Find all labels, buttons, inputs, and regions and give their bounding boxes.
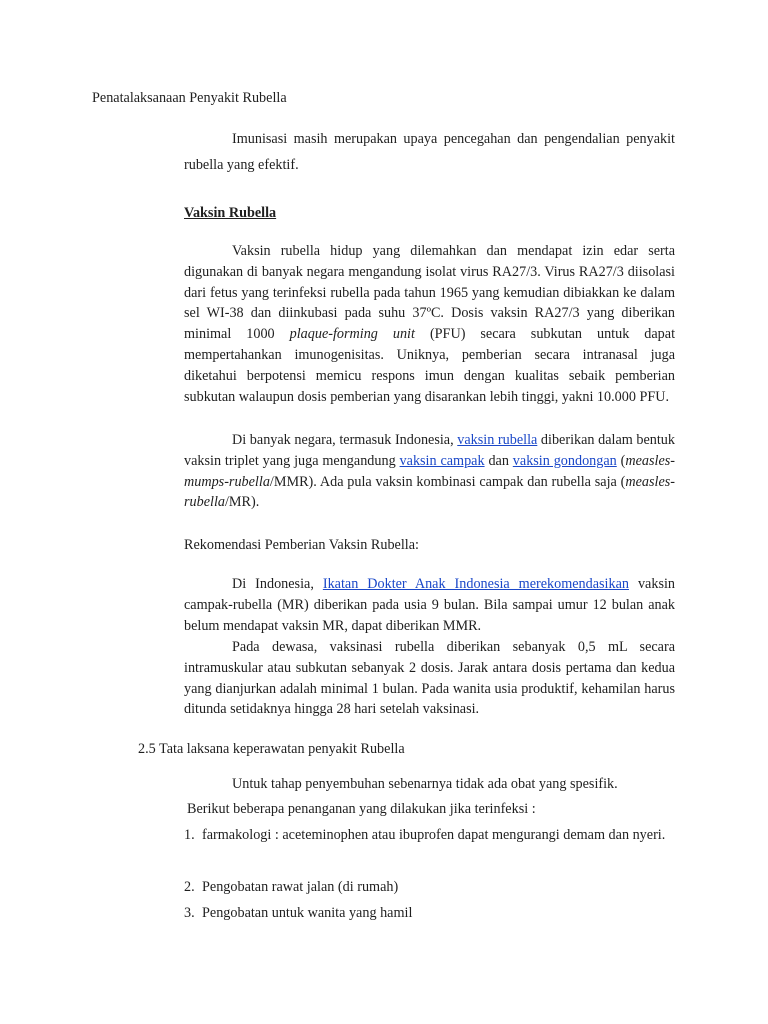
idai-link[interactable]: Ikatan Dokter Anak Indonesia merekomendasikan (322, 576, 629, 592)
document-title: Penatalaksanaan Penyakit Rubella (92, 90, 287, 106)
p2-text-f: /MR). (224, 494, 260, 511)
p2-text-b: diberikan dalam bentuk vaksin triplet yang juga mengandung (184, 432, 675, 469)
rekomendasi-heading: Rekomendasi Pemberian Vaksin Rubella: (184, 537, 419, 553)
intro-paragraph: Imunisasi masih merupakan upaya pencegahan dan pengendalian penyakit rubella yang efektif. (184, 131, 675, 173)
rekomendasi-paragraph-1 (184, 574, 675, 636)
section-sentence-1: Untuk tahap penyembuhan sebenarnya tidak ada obat yang spesifik. (232, 776, 618, 792)
section-sentence-2: Berikut beberapa penanganan yang dilakukan jika terinfeksi : (187, 801, 536, 817)
vaksin-campak-link[interactable]: vaksin campak (399, 452, 485, 469)
p2-text-e: /MMR). Ada pula vaksin kombinasi campak dan rubella saja ( (269, 473, 626, 490)
p2-text-d: ( (616, 452, 626, 469)
vaksin-gondongan-link[interactable]: vaksin gondongan (512, 452, 617, 469)
section-heading: 2.5 Tata laksana keperawatan penyakit Rubella (138, 741, 405, 757)
p1-end: (PFU) secara subkutan untuk dapat mempertahankan imunogenisitas. Uniknya, pemberian secara intranasal juga diketahui berpotensi memicu respons imun dengan kualitas sebaik pemberian subkutan walaupun dosis pemberian yang disarankan lebih tinggi, yakni 10.000 PFU. (184, 326, 676, 405)
vaksin-paragraph-2 (184, 430, 675, 513)
vaksin-paragraph-1 (184, 241, 675, 407)
p3-text-b: vaksin campak-rubella (MR) diberikan pada usia 9 bulan. Bila sampai umur 12 bulan anak belum mendapat vaksin MR, dapat diberikan MMR. (184, 576, 675, 634)
p2-italic-mmr: measles-mumps-rubella (184, 452, 675, 490)
p1-italic: plaque-forming unit (289, 326, 415, 343)
list-text: Pengobatan untuk wanita yang hamil (202, 905, 413, 921)
vaksin-heading: Vaksin Rubella (184, 205, 277, 221)
p2-text-a: Di banyak negara, termasuk Indonesia, (232, 432, 458, 448)
p3-text-a: Di Indonesia, (232, 576, 323, 592)
p2-italic-mr: measles-rubella (184, 473, 675, 511)
p1-text: Vaksin rubella hidup yang dilemahkan dan mendapat izin edar serta digunakan di banyak negara mengandung isolat virus RA27/3. Virus RA27/3 diisolasi dari fetus yang terinfeksi rubella pada tahun 1965 yang kemudian dibiakkan ke dalam sel WI-38 dan diinkubasi pada suhu 37ºC. Dosis vaksin RA27/3 yang diberikan minimal 1000 (184, 243, 675, 343)
list-number: 1. (184, 827, 195, 843)
list-text: farmakologi : aceteminophen atau ibuprofen dapat mengurangi demam dan nyeri. (202, 827, 666, 843)
list-item (184, 822, 686, 848)
list-number: 2. (184, 879, 195, 895)
p2-text-c: dan (484, 452, 513, 469)
list-item (184, 900, 686, 926)
rekomendasi-paragraph-2: Pada dewasa, vaksinasi rubella diberikan sebanyak 0,5 mL secara intramuskular atau subkutan sebanyak 2 dosis. Jarak antara dosis pertama dan kedua yang dianjurkan adalah minimal 1 bulan. Pada wanita usia produktif, kehamilan harus ditunda setidaknya hingga 28 hari setelah vaksinasi. (184, 639, 675, 718)
vaksin-rubella-link[interactable]: vaksin rubella (457, 432, 538, 448)
list-number: 3. (184, 905, 195, 921)
list-item (184, 874, 686, 900)
list-text: Pengobatan rawat jalan (di rumah) (202, 879, 399, 895)
